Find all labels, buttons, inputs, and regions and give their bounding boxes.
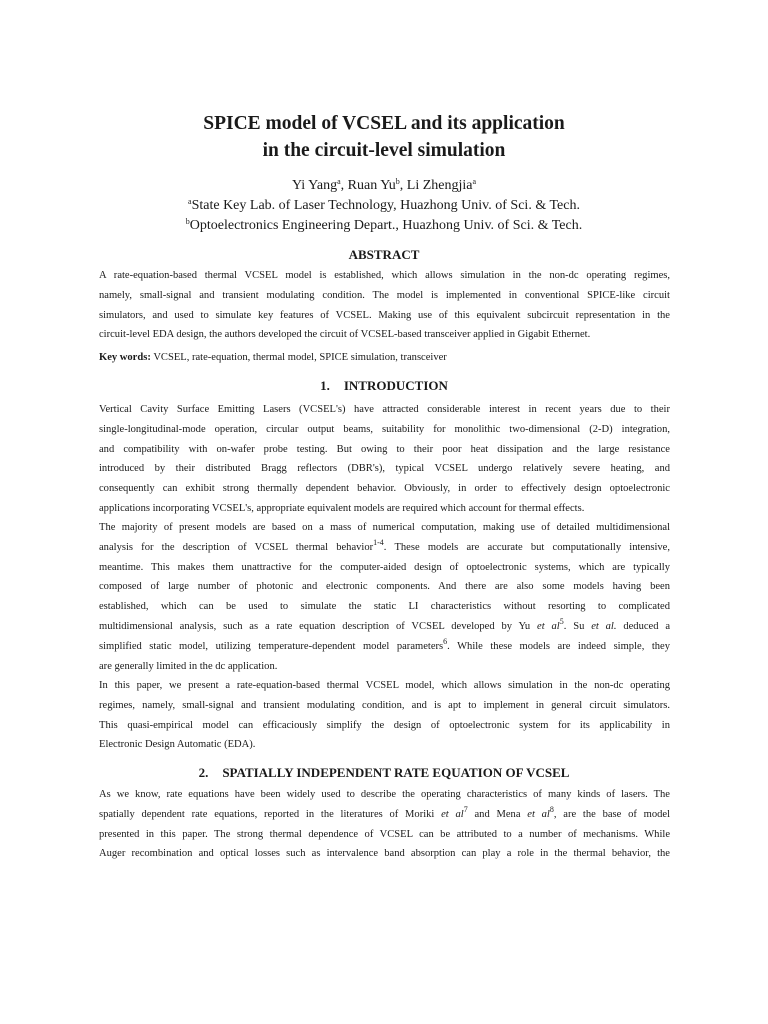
author-list: Yi Yang$^a$, Ruan Yu$^b$, Li Zhengjia$^a$ xyxy=(291,177,477,193)
citation: 5 xyxy=(559,616,564,626)
author-name: Li Zhengjia xyxy=(406,178,473,193)
keywords-label: Key words: xyxy=(99,352,151,363)
title-line-2: in the circuit-level simulation xyxy=(262,140,506,161)
affiliation-b: $^b$Optoelectronics Engineering Depart., Huazhong Univ. of Sci. & Tech. xyxy=(185,217,583,233)
citation: 7 xyxy=(463,804,468,814)
author-block xyxy=(0,176,768,236)
author-name: Yi Yang xyxy=(291,178,338,193)
title-line-1: SPICE model of VCSEL and its application xyxy=(203,113,565,134)
section-2-heading: 2. SPATIALLY INDEPENDENT RATE EQUATION OF VCSEL xyxy=(198,765,570,780)
abstract-text: A rate-equation-based thermal VCSEL model is established, which allows simulation in the non-dc operating regimes, namely, small-signal and transient modulating condition. The model is implemented in conventional SPICE-like circuit simulators, and used to simulate key features of VCSEL. Making use of this equivalent subcircuit representation in the circuit-level EDA design, the authors developed the circuit of VCSEL-based transceiver applied in Gigabit Ethernet. xyxy=(99,270,670,341)
affiliation-a: $^a$State Key Lab. of Laser Technology, Huazhong Univ. of Sci. & Tech. xyxy=(188,197,580,213)
section-1-heading: 1. INTRODUCTION xyxy=(320,378,448,393)
author-name: Ruan Yu xyxy=(347,178,396,193)
paper-title xyxy=(0,110,768,164)
abstract-heading: ABSTRACT xyxy=(348,247,420,262)
author-affiliation-mark: a xyxy=(472,177,477,186)
citation: 1-4 xyxy=(373,537,384,547)
keywords-text: VCSEL, rate-equation, thermal model, SPICE simulation, transceiver xyxy=(153,352,447,363)
intro-paragraph-2: The majority of present models are based on a mass of numerical computation, making use of detailed multidimensional analysis for the description of VCSEL thermal behavior$^{1-4}$. These models are accurate but computationally intensive, meantime. This makes them unattractive for the computer-aided design of optoelectronic systems, which are typically composed of large number of photonic and electronic components. And there are also some models having been established, which can be used to simulate the static LI characteristics without resorting to complicated multidimensional analysis, such as a rate equation description of VCSEL developed by Yu et $al^5$. Su et al. deduced a simplified static model, utilizing temperature-dependent model parameters$^6$. While these models are indeed simple, they are generally limited in the dc application. xyxy=(99,522,671,672)
author-affiliation-mark: a xyxy=(337,177,341,186)
intro-paragraph-1: Vertical Cavity Surface Emitting Lasers (VCSEL's) have attracted considerable interest in recent years due to their single-longitudinal-mode operation, circular output beams, suitability for monolithic two-dimensional (2-D) integration, and compatibility with on-wafer probe testing. But owing to their poor heat dissipation and the large resistance introduced by their distributed Bragg reflectors (DBR's), typical VCSEL undergo relatively severe heating, and consequently can exhibit strong thermally dependent behavior. Obviously, in order to effectively design optoelectronic applications incorporating VCSEL's, appropriate equivalent models are required which account for thermal effects. xyxy=(99,404,670,514)
author-affiliation-mark: b xyxy=(395,177,400,186)
intro-paragraph-3: In this paper, we present a rate-equation-based thermal VCSEL model, which allows simulation in the non-dc operating regimes, namely, small-signal and transient modulating condition, and is apt to implement in general circuit simulators. This quasi-empirical model can efficaciously simplify the design of optoelectronic system for its applicability in Electronic Design Automatic (EDA). xyxy=(99,680,670,751)
citation: 8 xyxy=(549,804,554,814)
section-2-paragraph: As we know, rate equations have been widely used to describe the operating characteristics of many kinds of lasers. The spatially dependent rate equations, reported in the literatures of Moriki et $al^7$ and Mena et $al^8$, are the base of model presented in this paper. The strong thermal dependence of VCSEL can be attributed to a number of mechanisms. While Auger recombination and optical losses such as intervalence band absorption can play a role in the thermal behavior, the xyxy=(99,789,671,860)
citation: 6 xyxy=(443,636,448,646)
keywords xyxy=(99,348,670,368)
